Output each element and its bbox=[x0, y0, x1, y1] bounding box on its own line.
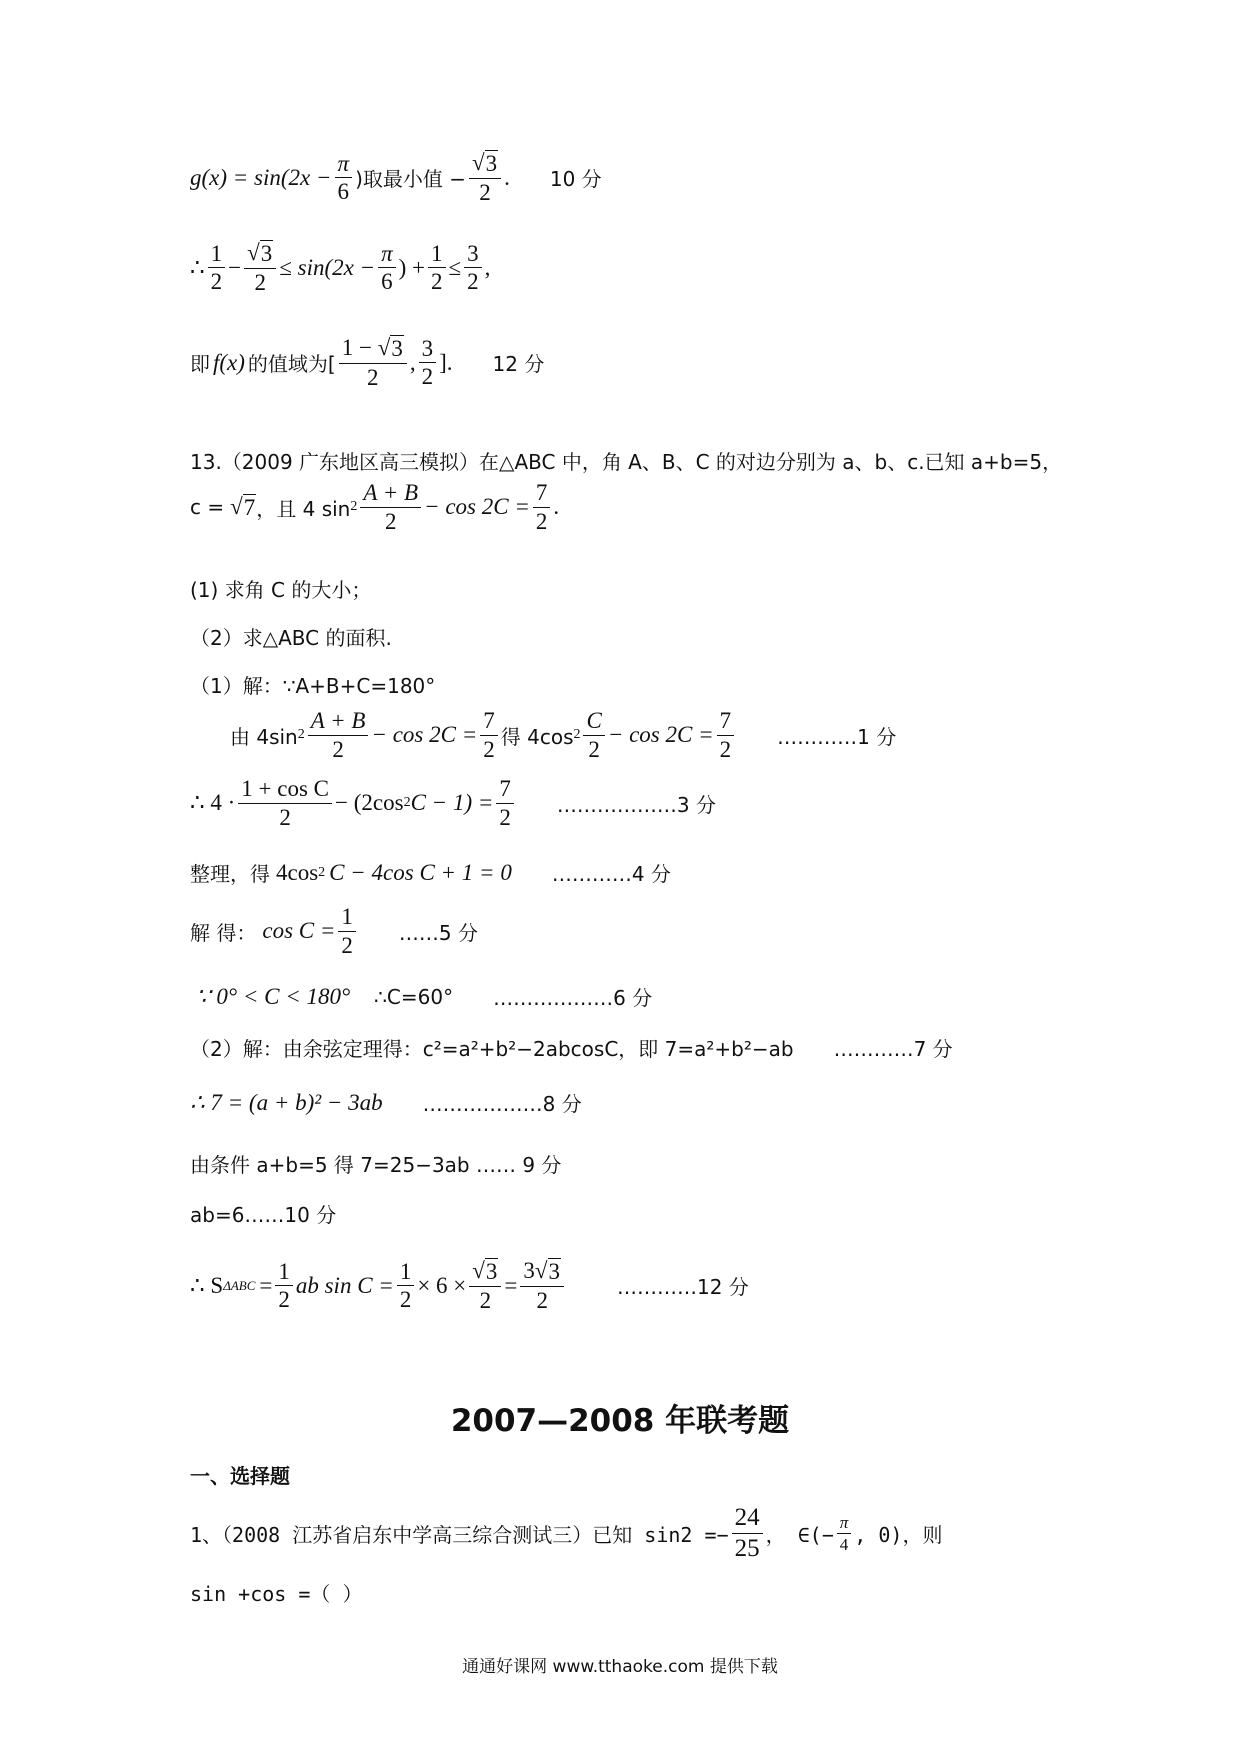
pi-over-6-fraction: $\frac{\pi}{6}$ bbox=[335, 151, 353, 206]
footer-credit: 通通好课网 www.tthaoke.com 提供下载 bbox=[462, 1657, 778, 1677]
solution-step-8: ∴ 7 = (a + b)² − 3ab ………………8 分 bbox=[190, 1089, 582, 1116]
solution-step-4: 整理，得 4cos 2 C − 4cos C + 1 = 0 …………4 分 bbox=[190, 859, 671, 886]
section-title: 2007—2008 年联考题 bbox=[450, 1403, 790, 1439]
solution-step-2: 由 4sin 2 $\frac{A + B}{2}$ − cos 2C = $\frac{7}{2}$ 得 4cos 2 $\frac{C}{2}$ − cos 2C = $\frac{7}{2}$ …………1 分 bbox=[230, 708, 897, 762]
question-13-condition: c = √ 7 ，且 4 sin 2 $\frac{A + B}{2}$ − cos 2C = $\frac{7}{2}$ . bbox=[190, 480, 560, 534]
score-12: 12 分 bbox=[492, 352, 545, 377]
solution-step-9: 由条件 a+b=5 得 7=25−3ab …… 9 分 bbox=[190, 1153, 562, 1177]
question-1-line-1: 1、（2008 江苏省启东中学高三综合测试三）已知 sin2 =− $\frac{24}{25}$ ， ∈(− $\frac{\pi}{4}$ , 0)，则 bbox=[190, 1504, 943, 1562]
sqrt3-over-2-fraction: √ 3 2 bbox=[469, 150, 501, 206]
formula-line-gx: g(x) = sin(2x − $\frac{\pi}{6}$ )取最小值 − √ 3 2 . 10 分 bbox=[190, 150, 602, 205]
question-13-text: 13.（2009 广东地区高三模拟）在△ABC 中，角 A、B、C 的对边分别为 a、b、c.已知 a+b=5， bbox=[190, 450, 1063, 474]
formula-line-range: 即 f(x) 的值域为[ 1 − √ 3 2 , $\frac{3}{2}$ ]. 12 分 bbox=[190, 335, 545, 390]
solution-step-6: ∵ 0° < C < 180° ∴C=60° ………………6 分 bbox=[196, 983, 653, 1010]
solution-step-7: （2）解：由余弦定理得：c²=a²+b²−2abcosC，即 7=a²+b²−ab …………7 分 bbox=[190, 1037, 953, 1061]
sub-question-2: （2）求△ABC 的面积. bbox=[190, 626, 392, 650]
solution-step-3: ∴ 4 · $\frac{\text{1 + cos C}}{2}$ − (2cos 2 C − 1) = $\frac{7}{2}$ ………………3 分 bbox=[190, 776, 716, 830]
solution-step-1: （1）解：∵A+B+C=180° bbox=[190, 674, 436, 698]
solution-step-10: ab=6……10 分 bbox=[190, 1203, 337, 1227]
gx-expression: g(x) = sin(2x − bbox=[190, 164, 332, 190]
solution-step-area: ∴ S ΔABC = $\frac{1}{2}$ ab sin C = $\frac{1}{2}$ × 6 × √ 3 2 = 3√ 3 2 …………12 分 bbox=[190, 1258, 749, 1313]
formula-line-inequality: ∴ $\frac{1}{2}$ − √ 3 2 ≤ sin(2x − $\frac{\pi}{6}$ ) + $\frac{1}{2}$ ≤ $\frac{3}{2}$ , bbox=[190, 240, 491, 295]
section-heading: 一、选择题 bbox=[190, 1464, 290, 1488]
sub-question-1: (1) 求角 C 的大小； bbox=[190, 578, 372, 602]
solution-step-5: 解 得： cos C = $\frac{1}{2}$ ……5 分 bbox=[190, 904, 478, 958]
min-value-text: )取最小值 − bbox=[355, 167, 466, 192]
question-1-line-2: sin +cos =（ ） bbox=[190, 1582, 363, 1606]
score-10: 10 分 bbox=[549, 167, 602, 192]
